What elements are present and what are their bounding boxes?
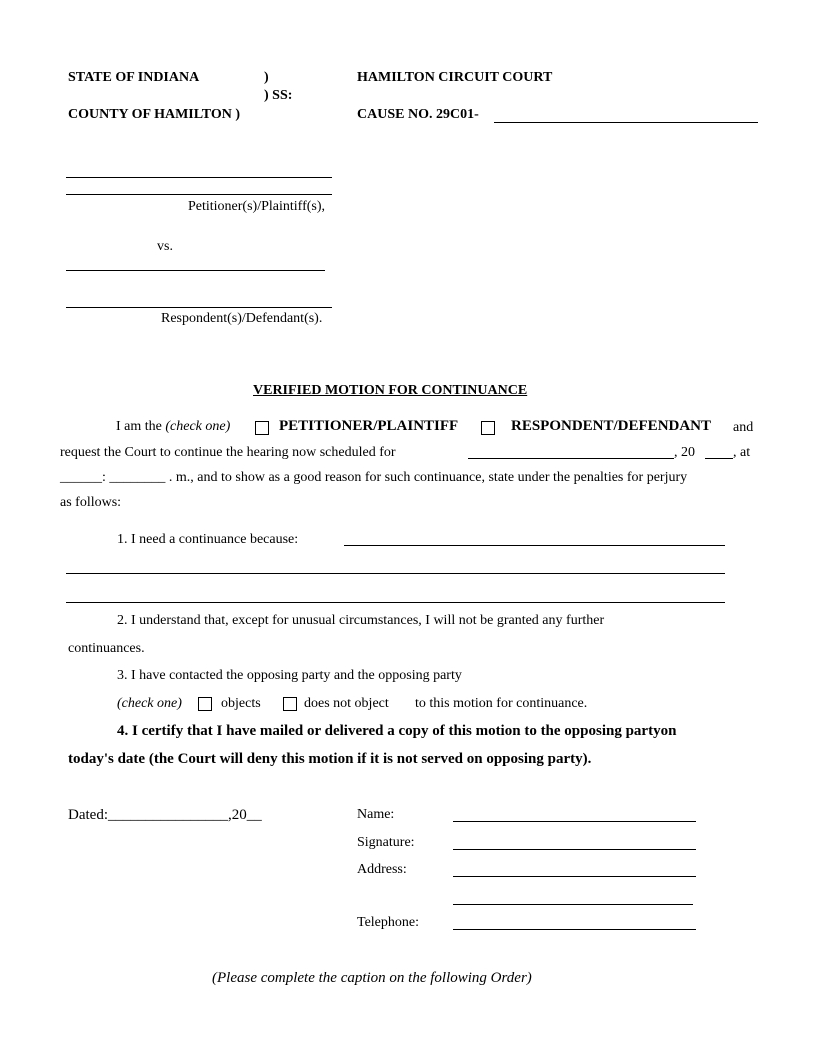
does-not-object-label: does not object (304, 696, 389, 711)
name-field[interactable] (453, 821, 696, 822)
dated-field[interactable]: Dated:________________,20__ (68, 807, 262, 823)
objects-checkbox[interactable] (198, 697, 212, 711)
intro-line-2b: , 20 (674, 445, 695, 460)
footer-note: (Please complete the caption on the following Order) (212, 970, 532, 986)
hearing-hour-field[interactable]: ______ (60, 470, 102, 485)
item-3-line-1: 3. I have contacted the opposing party and the opposing party (117, 668, 462, 683)
reason-line-2[interactable] (66, 573, 725, 574)
petitioner-label: Petitioner(s)/Plaintiff(s), (188, 199, 325, 214)
item-2-line-1: 2. I understand that, except for unusual circumstances, I will not be granted any further (117, 613, 605, 628)
item-2-line-2: continuances. (68, 641, 145, 656)
state-label: STATE OF INDIANA (68, 70, 200, 85)
hearing-date-field[interactable] (468, 458, 674, 459)
intro-line-3 (60, 470, 687, 486)
does-not-object-checkbox[interactable] (283, 697, 297, 711)
objects-label: objects (221, 696, 261, 711)
petitioner-option: PETITIONER/PLAINTIFF (279, 418, 459, 434)
court-name: HAMILTON CIRCUIT COURT (357, 70, 553, 85)
address-field-1[interactable] (453, 876, 696, 877)
petitioner-line-2[interactable] (66, 194, 332, 195)
item-4-line-2: today's date (the Court will deny this motion if it is not served on opposing party). (68, 751, 592, 767)
respondent-label: Respondent(s)/Defendant(s). (161, 311, 323, 326)
hearing-year-field[interactable] (705, 458, 733, 459)
intro-line-2a: request the Court to continue the hearing now scheduled for (60, 445, 396, 460)
reason-line-1[interactable] (344, 545, 725, 546)
petitioner-line-1[interactable] (66, 177, 332, 178)
intro-and: and (733, 420, 754, 435)
county-label: COUNTY OF HAMILTON ) (68, 107, 241, 122)
petitioner-checkbox[interactable] (255, 421, 269, 435)
respondent-line-2[interactable] (66, 307, 332, 308)
intro-line-1 (116, 419, 230, 435)
respondent-line-1[interactable] (66, 270, 325, 271)
document-title: VERIFIED MOTION FOR CONTINUANCE (253, 383, 528, 398)
address-field-2[interactable] (453, 904, 693, 905)
vs-label: vs. (157, 239, 173, 254)
respondent-option: RESPONDENT/DEFENDANT (511, 418, 712, 434)
intro-check-one: (check one) (165, 419, 231, 434)
signature-field[interactable] (453, 849, 696, 850)
cause-number-label: CAUSE NO. 29C01- (357, 107, 479, 122)
item-4-line-1: 4. I certify that I have mailed or delivered a copy of this motion to the opposing partyon (117, 723, 677, 739)
telephone-field[interactable] (453, 929, 696, 930)
ss-label: ) SS: (264, 88, 293, 103)
intro-line-4: as follows: (60, 495, 122, 510)
address-label: Address: (357, 862, 407, 877)
item-3-check-one: (check one) (117, 696, 182, 711)
intro-i-am: I am the (116, 419, 162, 434)
caption-paren: ) (264, 70, 269, 85)
intro-line-3-text: : ________ . m., and to show as a good reason for such continuance, state under the penalties for perjury (102, 470, 688, 485)
respondent-checkbox[interactable] (481, 421, 495, 435)
intro-line-2c: , at (733, 445, 751, 460)
telephone-label: Telephone: (357, 915, 419, 930)
signature-label: Signature: (357, 835, 415, 850)
cause-number-field[interactable] (494, 122, 758, 123)
item-3-end: to this motion for continuance. (415, 696, 588, 711)
item-1: 1. I need a continuance because: (117, 532, 299, 547)
reason-line-3[interactable] (66, 602, 725, 603)
name-label: Name: (357, 807, 395, 822)
